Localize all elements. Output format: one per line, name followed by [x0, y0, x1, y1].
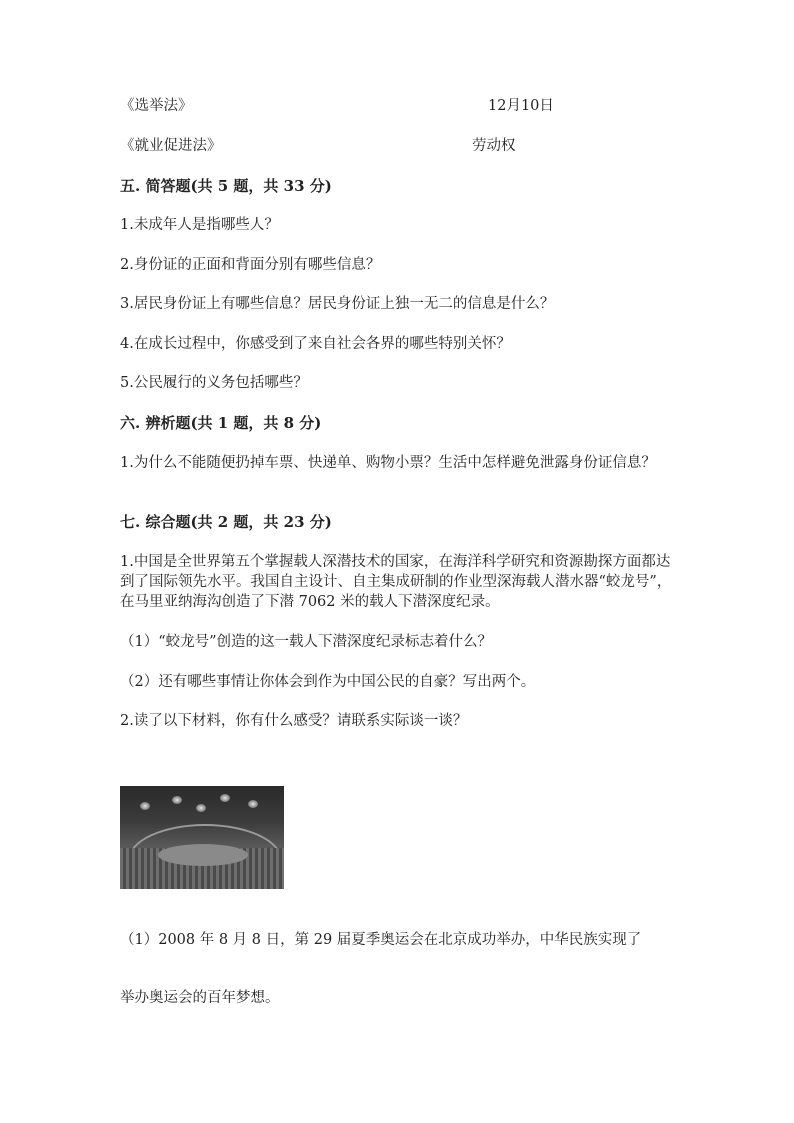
- olympic-stadium-photo: [120, 786, 284, 889]
- section5-question-3: 3.居民身份证上有哪些信息？居民身份证上独一无二的信息是什么？: [120, 296, 555, 312]
- section5-question-1: 1.未成年人是指哪些人？: [120, 217, 279, 233]
- section5-question-5: 5.公民履行的义务包括哪些？: [120, 375, 308, 391]
- section6-question: 1.为什么不能随便扔掉车票、快递单、购物小票？生活中怎样避免泄露身份证信息？: [120, 455, 656, 471]
- law-name-employment: 《就业促进法》: [120, 138, 222, 154]
- right-answer: 劳动权: [472, 138, 516, 154]
- section5-question-4: 4.在成长过程中，你感受到了来自社会各界的哪些特别关怀？: [120, 336, 511, 352]
- section5-heading: 五. 简答题(共 5 题，共 33 分): [120, 177, 332, 195]
- date-answer: 12月10日: [488, 98, 554, 114]
- section7-question-1-sub2: （2）还有哪些事情让你体会到作为中国公民的自豪？写出两个。: [120, 674, 536, 690]
- section5-question-2: 2.身份证的正面和背面分别有哪些信息？: [120, 257, 381, 273]
- material-text-line-1: （1）2008 年 8 月 8 日，第 29 届夏季奥运会在北京成功举办，中华民族实现了: [120, 932, 642, 948]
- section7-heading: 七. 综合题(共 2 题，共 23 分): [120, 513, 332, 531]
- material-text-line-2: 举办奥运会的百年梦想。: [120, 990, 280, 1006]
- section6-heading: 六. 辨析题(共 1 题，共 8 分): [120, 414, 322, 432]
- section7-question-1-sub1: （1）“蛟龙号”创造的这一载人下潜深度纪录标志着什么？: [120, 634, 493, 650]
- law-name-election: 《选举法》: [120, 98, 193, 114]
- section7-question-1: 1.中国是全世界第五个掌握载人深潜技术的国家，在海洋科学研究和资源勘探方面都达到了国际领先水平。我国自主设计、自主集成研制的作业型深海载人潜水器“蛟龙号”，在马里亚纳海沟创造了下潜 7062 米的载人下潜深度纪录。: [120, 554, 672, 610]
- section7-question-2: 2.读了以下材料，你有什么感受？请联系实际谈一谈？: [120, 713, 468, 729]
